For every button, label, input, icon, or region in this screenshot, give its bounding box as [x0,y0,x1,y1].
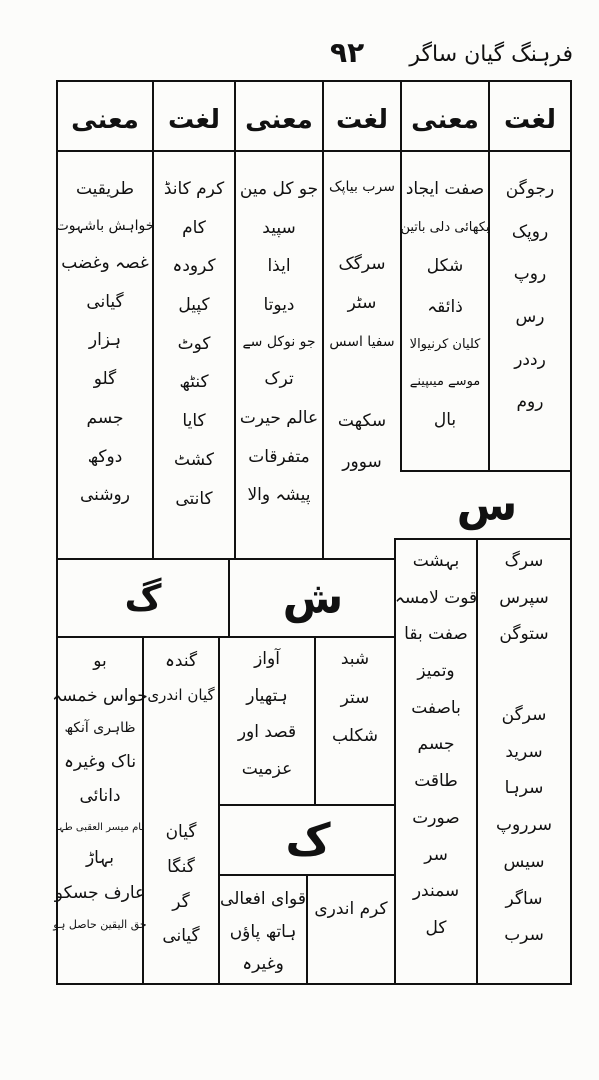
col-header-6: معنی [71,105,139,135]
col-header-2: معنی [411,105,479,135]
list-item: رس [515,307,545,328]
seen-section-bottom [394,538,572,540]
list-item: شکل [426,255,464,276]
section-letter-seen: س [456,479,518,531]
list-item: گیان اندری [147,685,215,704]
list-item: حق الیقین حاصل ہو [53,917,147,931]
list-item: دانائی [79,786,121,807]
list-item: جسم [86,407,124,428]
section-letter-gaaf: گ [124,577,162,619]
list-item: کایا [182,411,206,432]
list-item: قوای افعالی [220,889,306,909]
list-item: سرب بیاپک [329,179,395,195]
list-item: سرگ [504,551,544,571]
list-item: گیانی [86,291,124,312]
list-item: سرگک [338,254,386,275]
list-item: سیس [503,851,545,872]
list-item: سفیا اسس [329,333,395,350]
top-col-1-words [490,180,570,412]
section-letter-sheen: ش [282,572,344,624]
list-item: بو [93,651,107,671]
list-item: سر [424,844,448,865]
list-item: عالم حیرت [239,407,319,428]
kaaf-meanings [220,890,306,974]
list-item: سپید [262,217,296,238]
table-right-border [570,80,572,985]
list-item: ہاتھ پاؤں [229,921,297,942]
table-bottom-border [56,983,572,985]
col-header-5: لغت [168,105,220,135]
page-number: ٩٢ [330,36,365,69]
list-item: کانتی [175,488,213,509]
list-item: رجوگن [505,179,555,199]
list-item: آواز [254,649,280,669]
list-item: کپیل [178,295,210,316]
list-item: ساگر [505,888,543,909]
sheen-words [316,650,394,746]
list-item: ذائقہ [427,296,463,317]
list-item: گیان [165,822,197,843]
list-item: باصفت [411,697,461,718]
sheen-meanings [220,650,314,779]
list-item: وتمیز [417,661,455,682]
list-item: گیانی [162,926,200,947]
list-item: طاقت [414,771,458,792]
top-col-3-words [324,180,400,472]
list-item: روپک [511,221,549,242]
list-item: قصد اور [237,722,297,743]
list-item: شبد [340,649,370,669]
table-top-border [56,80,572,82]
band-top [56,558,396,560]
list-item: دوکھ [87,446,123,467]
list-item: سوور [342,451,382,472]
list-item: ستوگن [499,624,549,645]
list-item: دیوتا [263,295,295,316]
band-bottom [56,636,396,638]
top-col-5-words [154,180,234,508]
list-item: بہشت [412,551,460,571]
list-item: گلو [93,369,117,390]
list-item: سٹر [347,293,377,314]
list-item: سرب [504,925,544,946]
list-item: جو نوکل سے [242,333,316,350]
list-item: وغیرہ [242,954,284,975]
list-item: گر [172,891,190,912]
col-header-1: لغت [504,105,556,135]
band-divider [228,558,230,638]
gaaf-words [144,652,218,946]
list-item: سرگن [501,705,547,726]
list-item: نام میسر العقبی طہا [55,822,145,834]
header-bottom-border [56,150,572,152]
list-item: سرروپ [495,815,553,836]
kaaf-col-divider [306,874,308,983]
seen-section-top [400,470,572,472]
list-item: کام [182,217,206,238]
list-item: کرودہ [172,256,216,277]
list-item: ایذا [267,256,291,277]
list-item: قوت لامسہ [394,587,478,608]
list-item: عزمیت [241,759,293,780]
list-item: سرہا [504,778,544,799]
book-title: فرہنگ گیان ساگر [409,42,573,67]
list-item: روم [516,392,544,413]
list-item: روشنی [80,485,130,506]
list-item: طریقیت [75,179,135,199]
kaaf-top [218,804,396,806]
seen-words [478,552,570,945]
col-header-3: لغت [336,105,388,135]
list-item: صفت بقا [404,624,468,645]
list-item: گندہ [164,651,198,671]
kaaf-words [308,900,394,919]
list-item: سمندر [412,881,460,902]
list-item: سکھت [337,411,387,432]
list-item: خواہش باشہوت [55,217,155,234]
list-item: سرید [505,741,543,762]
list-item: ترک [264,369,294,390]
list-item: روپ [513,264,547,285]
list-item: کرم اندری [314,899,388,919]
list-item: بال [433,409,457,430]
list-item: موسے میںپینے [409,373,481,389]
list-item: کشٹ [174,449,214,470]
list-item: صفت ایجاد [405,179,485,199]
list-item: غصہ وغضب [61,253,149,274]
top-col-4-meanings [236,180,322,505]
gaaf-meanings [52,651,148,931]
list-item: رددر [514,349,546,370]
list-item: سپرس [499,587,549,608]
list-item: کرم کانڈ [163,179,225,199]
list-item: شکلب [332,726,378,747]
list-item: گنگا [167,856,195,877]
list-item: جسم [417,734,455,755]
list-item: متفرقات [248,446,310,467]
list-item: کل [425,917,447,938]
list-item: صورت [412,807,460,828]
list-item: ظاہری آنکھ [64,720,136,737]
list-item: ستر [340,687,370,708]
list-item: کلیان کرنیوالا [409,337,481,353]
seen-meanings [396,552,476,938]
list-item: حواس خمسہ [52,685,148,706]
section-letter-kaaf: ک [285,814,331,866]
list-item: پیشہ والا [247,485,311,506]
list-item: جو کل مین [239,179,319,199]
list-item: کوٹ [177,333,211,354]
list-item: عارف جسکو [54,882,146,903]
list-item: بہاڑ [85,848,115,869]
list-item: ناک وغیرہ [63,751,137,772]
list-item: ہزار [88,330,122,351]
col-header-4: معنی [245,105,313,135]
top-col-6-meanings [55,179,155,506]
list-item: بکھائی دلی باتین [400,219,490,235]
top-col-2-meanings [402,180,488,430]
list-item: ہتھیار [246,685,288,706]
list-item: کنٹھ [179,372,209,393]
